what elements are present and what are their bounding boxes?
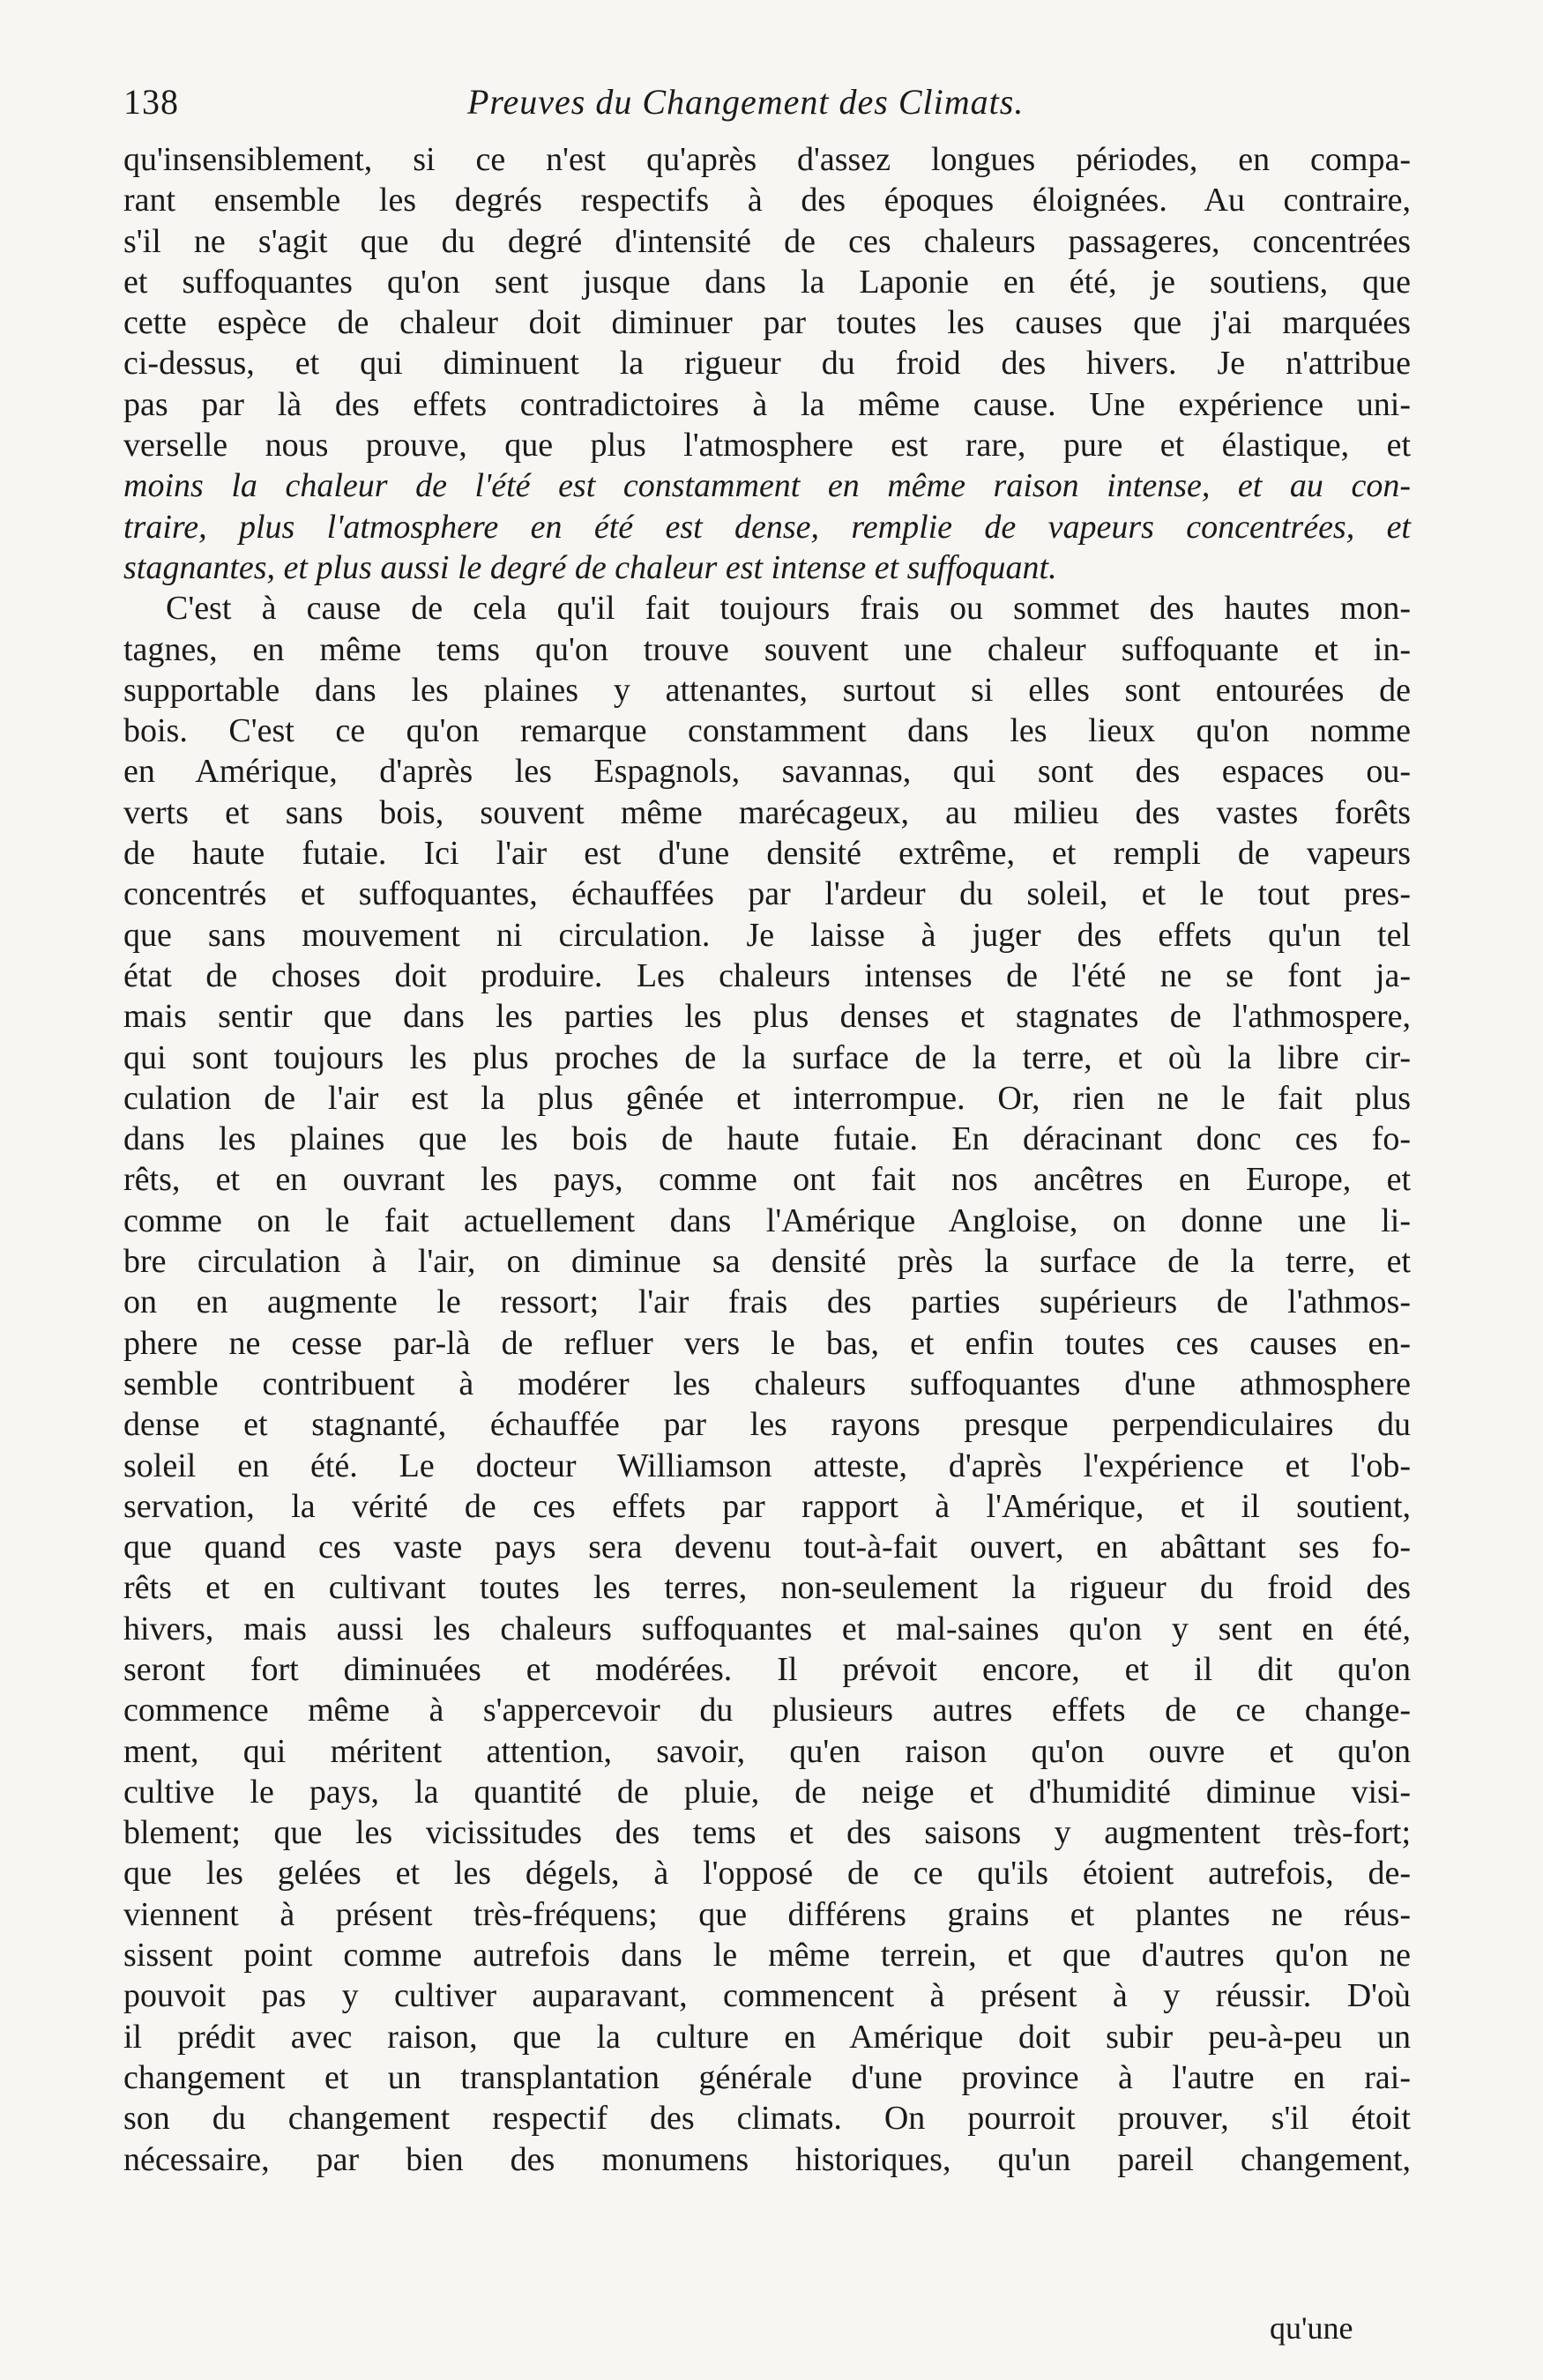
text-line: pas par là des effets contradictoires à la même cause. Une expérience uni- bbox=[123, 385, 1411, 423]
catchword: qu'une bbox=[1270, 2310, 1353, 2346]
text-line: dans les plaines que les bois de haute futaie. En déracinant donc ces fo- bbox=[123, 1120, 1411, 1158]
text-line-italic: moins la chaleur de l'été est constamment en même raison intense, et au con- bbox=[123, 467, 1411, 505]
text-line: qui sont toujours les plus proches de la surface de la terre, et où la libre cir- bbox=[123, 1038, 1411, 1076]
text-line: culation de l'air est la plus gênée et interrompue. Or, rien ne le fait plus bbox=[123, 1079, 1411, 1117]
text-line: ci-dessus, et qui diminuent la rigueur du froid des hivers. Je n'attribue bbox=[123, 345, 1411, 383]
text-line: bre circulation à l'air, on diminue sa densité près la surface de la terre, et bbox=[123, 1243, 1411, 1281]
text-line: semble contribuent à modérer les chaleurs suffoquantes d'une athmosphere bbox=[123, 1365, 1411, 1402]
text-line: commence même à s'appercevoir du plusieurs autres effets de ce change- bbox=[123, 1692, 1411, 1729]
text-line: et suffoquantes qu'on sent jusque dans la Laponie en été, je soutiens, que bbox=[123, 263, 1411, 301]
paragraph-2 bbox=[123, 588, 1411, 2180]
text-line: bois. C'est ce qu'on remarque constamment dans les lieux qu'on nomme bbox=[123, 712, 1411, 750]
text-line: changement et un transplantation générale d'une province à l'autre en rai- bbox=[123, 2058, 1411, 2096]
text-line: de haute futaie. Ici l'air est d'une densité extrême, et rempli de vapeurs bbox=[123, 835, 1411, 873]
text-line: il prédit avec raison, que la culture en Amérique doit subir peu-à-peu un bbox=[123, 2018, 1411, 2056]
text-line: son du changement respectif des climats. On pourroit prouver, s'il étoit bbox=[123, 2100, 1411, 2138]
text-line: cette espèce de chaleur doit diminuer par toutes les causes que j'ai marquées bbox=[123, 304, 1411, 342]
text-line: servation, la vérité de ces effets par rapport à l'Amérique, et il soutient, bbox=[123, 1487, 1411, 1525]
text-line: en Amérique, d'après les Espagnols, savannas, qui sont des espaces ou- bbox=[123, 753, 1411, 791]
text-line: phere ne cesse par-là de refluer vers le bas, et enfin toutes ces causes en- bbox=[123, 1324, 1411, 1362]
text-line: s'il ne s'agit que du degré d'intensité de ces chaleurs passageres, concentrées bbox=[123, 222, 1411, 260]
text-line: nécessaire, par bien des monumens historiques, qu'un pareil changement, bbox=[123, 2140, 1411, 2178]
text-line: que les gelées et les dégels, à l'opposé de ce qu'ils étoient autrefois, de- bbox=[123, 1855, 1411, 1893]
text-line: rant ensemble les degrés respectifs à des époques éloignées. Au contraire, bbox=[123, 182, 1411, 219]
text-line: que sans mouvement ni circulation. Je laisse à juger des effets qu'un tel bbox=[123, 916, 1411, 954]
text-line: on en augmente le ressort; l'air frais des parties supérieurs de l'athmos- bbox=[123, 1283, 1411, 1321]
text-line: rêts et en cultivant toutes les terres, non-seulement la rigueur du froid des bbox=[123, 1569, 1411, 1607]
text-line: que quand ces vaste pays sera devenu tout-à-fait ouvert, en abâttant ses fo- bbox=[123, 1528, 1411, 1566]
body-text bbox=[123, 139, 1411, 2180]
text-line-italic: stagnantes, et plus aussi le degré de chaleur est intense et suffoquant. bbox=[123, 548, 1057, 586]
page-number: 138 bbox=[123, 82, 179, 122]
text-line: pouvoit pas y cultiver auparavant, commencent à présent à y réussir. D'où bbox=[123, 1977, 1411, 2015]
paragraph-1 bbox=[123, 139, 1411, 588]
text-line: viennent à présent très-fréquens; que différens grains et plantes ne réus- bbox=[123, 1895, 1411, 1933]
text-line: C'est à cause de cela qu'il fait toujours frais ou sommet des hautes mon- bbox=[166, 590, 1411, 628]
text-line: ment, qui méritent attention, savoir, qu'en raison qu'on ouvre et qu'on bbox=[123, 1732, 1411, 1770]
text-line: hivers, mais aussi les chaleurs suffoquantes et mal-saines qu'on y sent en été, bbox=[123, 1610, 1411, 1647]
text-line: qu'insensiblement, si ce n'est qu'après d'assez longues périodes, en compa- bbox=[123, 141, 1411, 178]
text-line: concentrés et suffoquantes, échauffées par l'ardeur du soleil, et le tout pres- bbox=[123, 875, 1411, 913]
text-line: mais sentir que dans les parties les plus denses et stagnates de l'athmospere, bbox=[123, 998, 1411, 1036]
running-head bbox=[123, 81, 1420, 134]
text-line: blement; que les vicissitudes des tems et des saisons y augmentent très-fort; bbox=[123, 1814, 1411, 1852]
text-line: état de choses doit produire. Les chaleurs intenses de l'été ne se font ja- bbox=[123, 956, 1411, 994]
text-line: cultive le pays, la quantité de pluie, de neige et d'humidité diminue visi- bbox=[123, 1773, 1411, 1811]
running-title: Preuves du Changement des Climats. bbox=[467, 82, 1025, 122]
text-line-italic: traire, plus l'atmosphere en été est dense, remplie de vapeurs concentrées, et bbox=[123, 508, 1411, 546]
text-line: sissent point comme autrefois dans le même terrein, et que d'autres qu'on ne bbox=[123, 1937, 1411, 1975]
text-line: rêts, et en ouvrant les pays, comme ont fait nos ancêtres en Europe, et bbox=[123, 1161, 1411, 1199]
text-line: verselle nous prouve, que plus l'atmosphere est rare, pure et élastique, et bbox=[123, 427, 1411, 465]
text-line: verts et sans bois, souvent même marécageux, au milieu des vastes forêts bbox=[123, 793, 1411, 831]
text-line: soleil en été. Le docteur Williamson atteste, d'après l'expérience et l'ob- bbox=[123, 1447, 1411, 1484]
text-line: supportable dans les plaines y attenantes, surtout si elles sont entourées de bbox=[123, 671, 1411, 709]
text-line: tagnes, en même tems qu'on trouve souvent une chaleur suffoquante et in- bbox=[123, 630, 1411, 668]
text-line: comme on le fait actuellement dans l'Amérique Angloise, on donne une li- bbox=[123, 1201, 1411, 1239]
text-line: dense et stagnanté, échauffée par les rayons presque perpendiculaires du bbox=[123, 1406, 1411, 1444]
text-line: seront fort diminuées et modérées. Il prévoit encore, et il dit qu'on bbox=[123, 1650, 1411, 1688]
